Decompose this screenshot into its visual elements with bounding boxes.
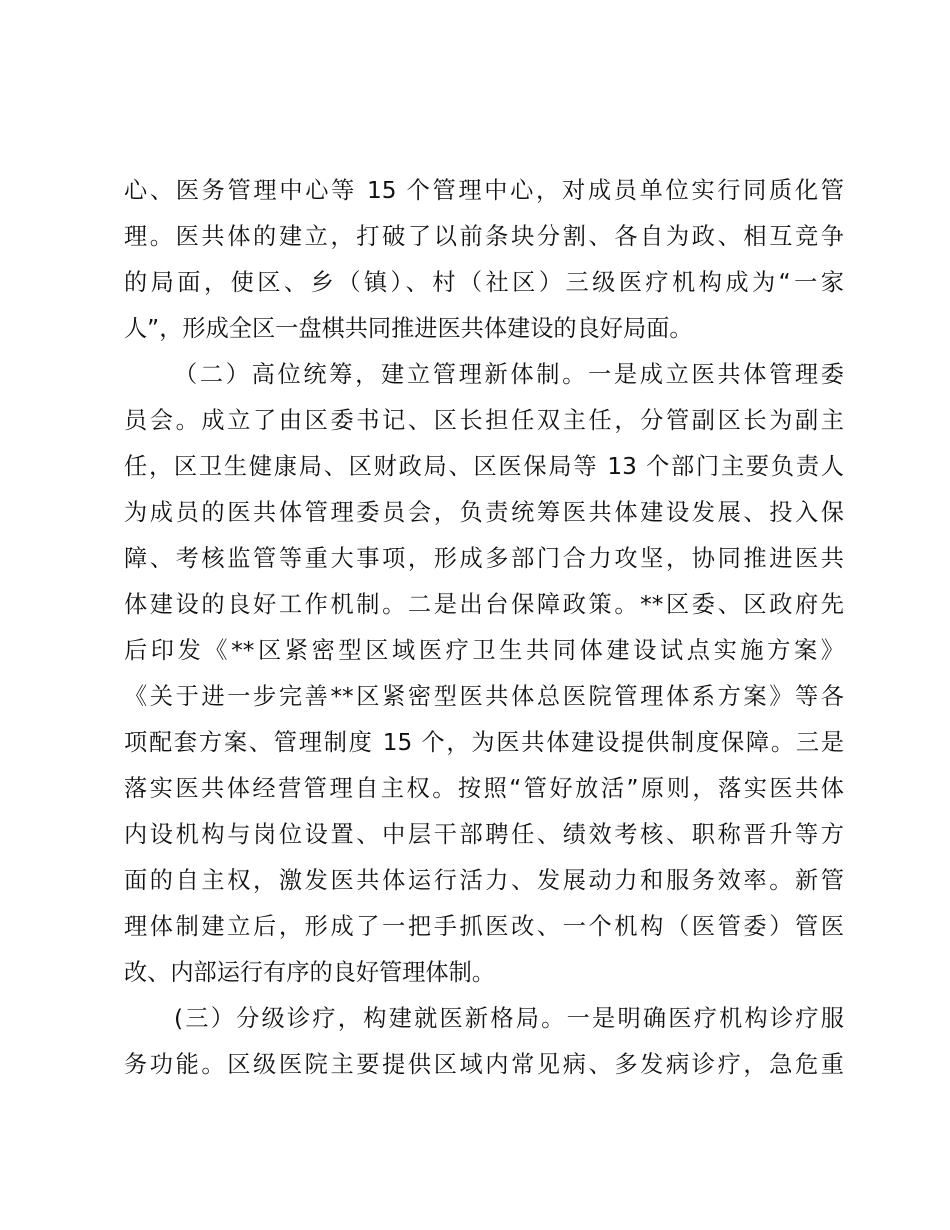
text-line: 的局面，使区、乡（镇）、村（社区）三级医疗机构成为“一家 xyxy=(124,269,844,296)
text-line: 心、医务管理中心等 15 个管理中心，对成员单位实行同质化管 xyxy=(124,177,844,204)
text-line: 障、考核监管等重大事项，形成多部门合力攻坚，协同推进医共 xyxy=(124,545,844,572)
text-line: 内设机构与岗位设置、中层干部聘任、绩效考核、职称晋升等方 xyxy=(124,821,844,848)
text-line: （二）高位统筹，建立管理新体制。一是成立医共体管理委 xyxy=(174,361,844,388)
text-line: 任，区卫生健康局、区财政局、区医保局等 13 个部门主要负责人 xyxy=(124,453,844,480)
text-line: 务功能。区级医院主要提供区域内常见病、多发病诊疗，急危重 xyxy=(124,1051,844,1078)
text-line: 项配套方案、管理制度 15 个，为医共体建设提供制度保障。三是 xyxy=(124,729,844,756)
text-line: 理体制建立后，形成了一把手抓医改、一个机构（医管委）管医 xyxy=(124,913,844,940)
text-line: 人”，形成全区一盘棋共同推进医共体建设的良好局面。 xyxy=(124,315,693,342)
text-line: 后印发《**区紧密型区域医疗卫生共同体建设试点实施方案》 xyxy=(124,637,844,664)
text-line: (三）分级诊疗，构建就医新格局。一是明确医疗机构诊疗服 xyxy=(174,1005,844,1032)
text-line: 为成员的医共体管理委员会，负责统筹医共体建设发展、投入保 xyxy=(124,499,844,526)
text-line: 《关于进一步完善**区紧密型医共体总医院管理体系方案》等各 xyxy=(124,683,844,710)
text-line: 理。医共体的建立，打破了以前条块分割、各自为政、相互竞争 xyxy=(124,223,844,250)
text-line: 面的自主权，激发医共体运行活力、发展动力和服务效率。新管 xyxy=(124,867,844,894)
text-line: 改、内部运行有序的良好管理体制。 xyxy=(124,959,495,986)
text-line: 落实医共体经营管理自主权。按照“管好放活”原则，落实医共体 xyxy=(124,775,844,802)
text-line: 体建设的良好工作机制。二是出台保障政策。**区委、区政府先 xyxy=(124,591,844,618)
text-line: 员会。成立了由区委书记、区长担任双主任，分管副区长为副主 xyxy=(124,407,844,434)
body-text xyxy=(124,168,844,1088)
